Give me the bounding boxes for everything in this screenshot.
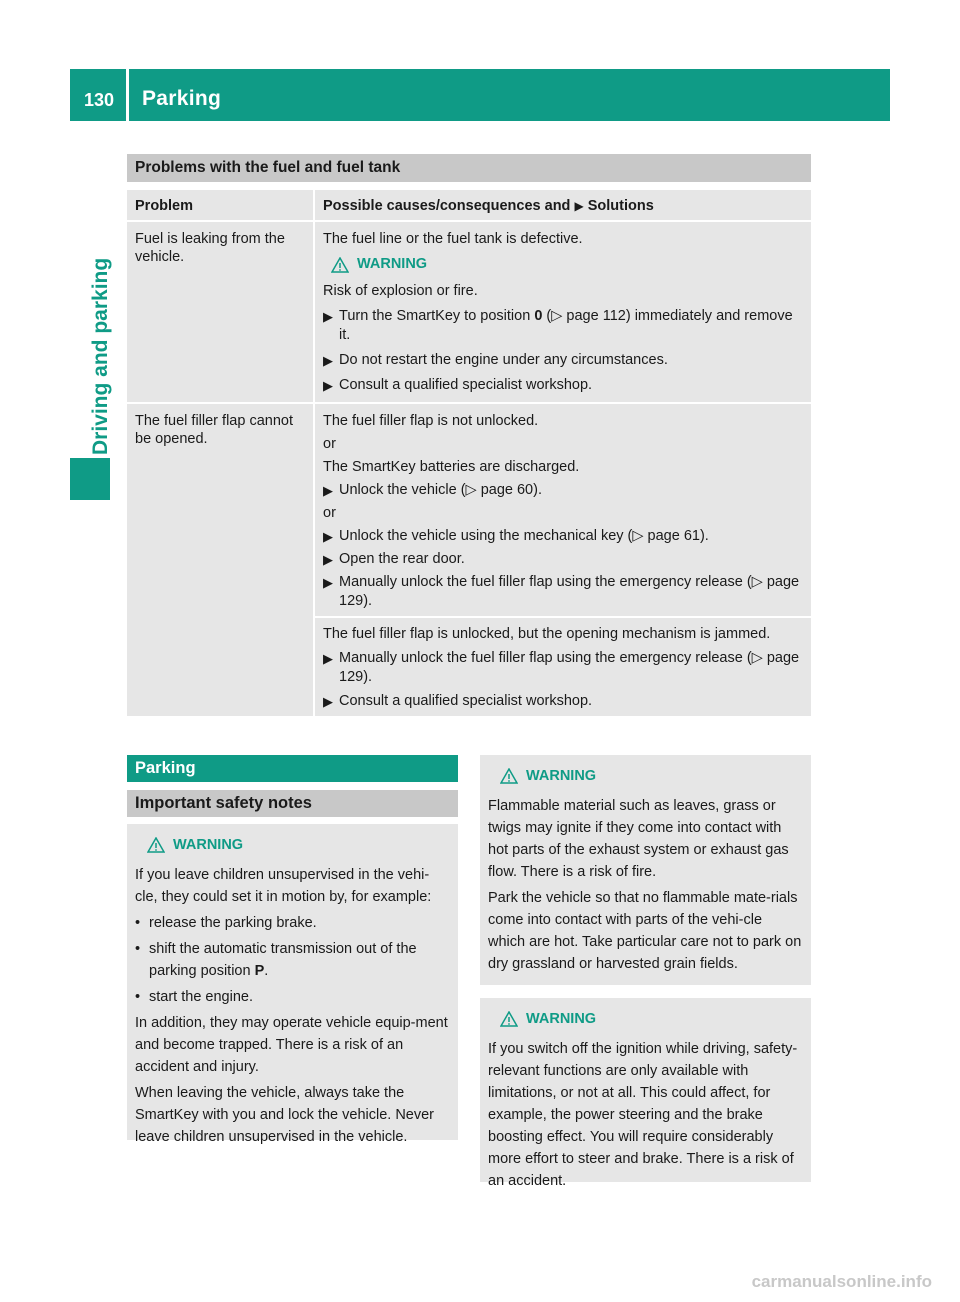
list-item: • start the engine. bbox=[135, 986, 450, 1008]
warning-text: If you switch off the ignition while driving, safety-relevant functions are only available with limitations, or not at all. This could affect, for example, the power steering and the brake boosting effect. You will require considerably more effort to steer and brake. There is a risk of an accident. bbox=[488, 1041, 798, 1189]
step-item: ▶ Unlock the vehicle using the mechanical key (▷ page 61). bbox=[323, 528, 709, 544]
step-arrow-icon: ▶ bbox=[323, 378, 333, 393]
list-item: • shift the automatic transmission out of the parking position P. bbox=[135, 938, 450, 982]
step-item: ▶ Consult a qualified specialist workshop. bbox=[323, 693, 593, 709]
table-row-solution bbox=[315, 222, 811, 402]
or-text: or bbox=[323, 436, 336, 452]
step-arrow-icon: ▶ bbox=[323, 483, 333, 498]
table-header-problem: Problem bbox=[127, 190, 313, 220]
step-arrow-icon: ▶ bbox=[323, 529, 333, 544]
warning-triangle-icon bbox=[147, 837, 165, 853]
warning-box-ignition bbox=[480, 998, 811, 1189]
parking-section-title: Parking bbox=[127, 755, 458, 782]
step-item: ▶ Manually unlock the fuel filler flap using the emergency release (▷ page 129). bbox=[323, 574, 800, 609]
safety-notes-title: Important safety notes bbox=[127, 790, 458, 817]
warning-triangle-icon bbox=[331, 257, 349, 273]
side-tab-label: Driving and parking bbox=[89, 257, 112, 455]
cause-text: The fuel filler flap is not unlocked. bbox=[323, 413, 539, 429]
page-header bbox=[70, 69, 890, 121]
step-item: ▶ Turn the SmartKey to position 0 (▷ page 112) immediately and remove it. bbox=[323, 308, 793, 343]
header-divider bbox=[126, 69, 129, 121]
step-arrow-icon: ▶ bbox=[323, 552, 333, 567]
bullet-icon: • bbox=[135, 915, 141, 931]
step-arrow-icon: ▶ bbox=[323, 353, 333, 368]
table-header-solutions: Possible causes/consequences and ▶ Solutions bbox=[315, 190, 811, 220]
warning-text: When leaving the vehicle, always take the SmartKey with you and lock the vehicle. Never leave children unsupervised in the vehicle. bbox=[135, 1085, 434, 1145]
cause-text: The fuel line or the fuel tank is defective. bbox=[323, 231, 583, 247]
watermark: carmanualsonline.info bbox=[751, 1272, 932, 1291]
warning-text: Park the vehicle so that no flammable mate-rials come into contact with parts of the vehi-cle which are hot. Take particular care not to park on dry grassland or harvested grain fields. bbox=[488, 890, 802, 972]
warning-text: Flammable material such as leaves, grass or twigs may ignite if they come into contact with hot parts of the exhaust system or exhaust gas flow. There is a risk of fire. bbox=[488, 798, 789, 880]
side-tab-block bbox=[70, 458, 110, 500]
table-row-solution bbox=[315, 618, 811, 716]
warning-heading: WARNING bbox=[147, 834, 450, 856]
step-arrow-icon: ▶ bbox=[323, 651, 333, 666]
list-item: • release the parking brake. bbox=[135, 912, 450, 934]
warning-heading: WARNING bbox=[331, 255, 803, 274]
table-row-solution bbox=[315, 404, 811, 616]
cause-text: The SmartKey batteries are discharged. bbox=[323, 459, 580, 475]
warning-triangle-icon bbox=[500, 768, 518, 784]
page-number: 130 bbox=[84, 90, 115, 110]
solutions-arrow-icon: ▶ bbox=[574, 199, 584, 213]
bullet-icon: • bbox=[135, 941, 141, 957]
page-title: Parking bbox=[142, 87, 222, 110]
or-text: or bbox=[323, 505, 336, 521]
table-row-problem: Fuel is leaking from the vehicle. bbox=[127, 222, 313, 402]
warning-text: In addition, they may operate vehicle equip-ment and become trapped. There is a risk of an accident and injury. bbox=[135, 1015, 448, 1075]
warning-box-flammable bbox=[480, 755, 811, 985]
fuel-section-title: Problems with the fuel and fuel tank bbox=[127, 154, 811, 182]
warning-heading: WARNING bbox=[500, 1008, 803, 1030]
step-item: ▶ Manually unlock the fuel filler flap using the emergency release (▷ page 129). bbox=[323, 650, 800, 685]
step-item: ▶ Unlock the vehicle (▷ page 60). bbox=[323, 482, 542, 498]
step-arrow-icon: ▶ bbox=[323, 309, 333, 324]
warning-heading: WARNING bbox=[500, 765, 803, 787]
warning-text: If you leave children unsupervised in the vehi-cle, they could set it in motion by, for example: bbox=[135, 867, 432, 905]
step-item: ▶ Consult a qualified specialist workshop. bbox=[323, 377, 593, 393]
step-item: ▶ Do not restart the engine under any circumstances. bbox=[323, 352, 668, 368]
warning-box-children bbox=[127, 824, 458, 1145]
warning-triangle-icon bbox=[500, 1011, 518, 1027]
step-arrow-icon: ▶ bbox=[323, 575, 333, 590]
step-item: ▶ Open the rear door. bbox=[323, 551, 465, 567]
cause-text: The fuel filler flap is unlocked, but the opening mechanism is jammed. bbox=[323, 626, 771, 642]
table-row-problem: The fuel filler flap cannot be opened. bbox=[127, 404, 313, 716]
warning-text: Risk of explosion or fire. bbox=[323, 283, 478, 299]
bullet-icon: • bbox=[135, 989, 141, 1005]
step-arrow-icon: ▶ bbox=[323, 694, 333, 709]
